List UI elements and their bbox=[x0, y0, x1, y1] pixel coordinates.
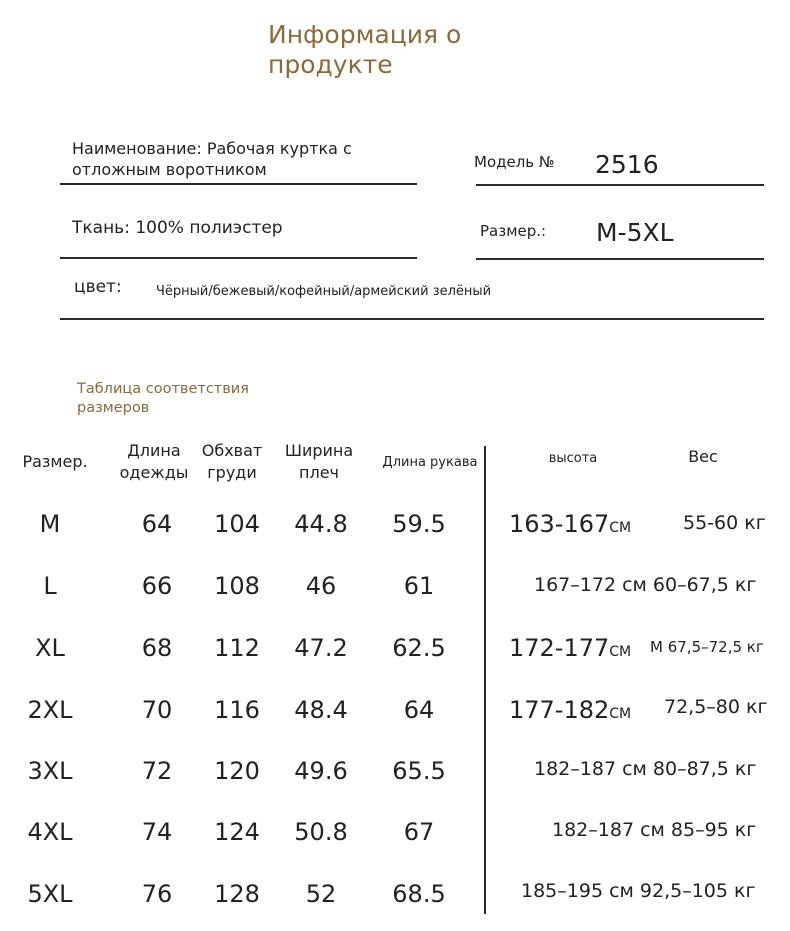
header-height: высота bbox=[548, 451, 598, 466]
height-cell bbox=[509, 510, 631, 538]
header-sleeve: Длина рукава bbox=[382, 455, 478, 470]
color-value: Чёрный/бежевый/кофейный/армейский зелёный bbox=[156, 284, 492, 299]
chest-cell: 128 bbox=[214, 880, 260, 908]
size-cell: L bbox=[43, 572, 57, 600]
height-value: 172-177 bbox=[509, 634, 610, 662]
size-label: Размер.: bbox=[480, 222, 547, 240]
sleeve-cell: 59.5 bbox=[392, 510, 446, 538]
sleeve-cell: 61 bbox=[403, 572, 435, 600]
height-value: 163-167 bbox=[509, 510, 610, 538]
header-shoulder: Ширина плеч bbox=[284, 441, 354, 482]
size-cell: XL bbox=[35, 634, 65, 662]
color-label: цвет: bbox=[74, 277, 122, 297]
sleeve-cell: 65.5 bbox=[392, 757, 446, 785]
height-unit: СМ bbox=[609, 706, 632, 722]
height-weight-cell: 185–195 см 92,5–105 кг bbox=[521, 880, 756, 902]
chest-cell: 108 bbox=[214, 572, 260, 600]
divider-line bbox=[60, 257, 417, 259]
shoulder-cell: 50.8 bbox=[294, 818, 348, 846]
height-cell bbox=[509, 634, 631, 662]
height-weight-cell: 182–187 см 80–87,5 кг bbox=[534, 758, 757, 780]
size-cell: M bbox=[39, 510, 61, 538]
header-chest: Обхват груди bbox=[201, 441, 263, 482]
divider-line bbox=[60, 183, 417, 185]
height-weight-cell: 182–187 см 85–95 кг bbox=[552, 819, 757, 841]
model-value: 2516 bbox=[595, 150, 659, 179]
header-size: Размер. bbox=[22, 452, 88, 471]
table-divider bbox=[484, 446, 486, 914]
chest-cell: 124 bbox=[214, 818, 260, 846]
shoulder-cell: 52 bbox=[305, 880, 337, 908]
chest-cell: 104 bbox=[214, 510, 260, 538]
length-cell: 64 bbox=[141, 510, 173, 538]
weight-cell: 72,5–80 кг bbox=[664, 696, 768, 718]
size-cell: 2XL bbox=[27, 696, 73, 724]
sleeve-cell: 68.5 bbox=[392, 880, 446, 908]
shoulder-cell: 49.6 bbox=[294, 757, 348, 785]
chest-cell: 116 bbox=[214, 696, 260, 724]
chest-cell: 112 bbox=[214, 634, 260, 662]
size-cell: 4XL bbox=[27, 818, 73, 846]
divider-line bbox=[476, 258, 764, 260]
size-cell: 5XL bbox=[27, 880, 73, 908]
length-cell: 72 bbox=[141, 757, 173, 785]
header-length: Длина одежды bbox=[119, 441, 189, 482]
shoulder-cell: 47.2 bbox=[294, 634, 348, 662]
length-cell: 76 bbox=[141, 880, 173, 908]
length-cell: 68 bbox=[141, 634, 173, 662]
shoulder-cell: 44.8 bbox=[294, 510, 348, 538]
page-title: Информация о продукте bbox=[268, 20, 462, 79]
sleeve-cell: 67 bbox=[403, 818, 435, 846]
divider-line bbox=[60, 318, 764, 320]
length-cell: 74 bbox=[141, 818, 173, 846]
header-weight: Вес bbox=[688, 447, 718, 466]
weight-cell: 55-60 кг bbox=[683, 512, 766, 534]
divider-line bbox=[476, 184, 764, 186]
size-cell: 3XL bbox=[27, 757, 73, 785]
weight-cell: М 67,5–72,5 кг bbox=[650, 638, 764, 656]
shoulder-cell: 48.4 bbox=[294, 696, 348, 724]
sleeve-cell: 64 bbox=[403, 696, 435, 724]
fabric-label: Ткань: 100% полиэстер bbox=[72, 218, 283, 238]
height-cell bbox=[509, 696, 631, 724]
model-label: Модель № bbox=[474, 153, 555, 171]
chest-cell: 120 bbox=[214, 757, 260, 785]
size-range-value: M-5XL bbox=[596, 218, 674, 247]
size-table-title: Таблица соответствия размеров bbox=[77, 381, 249, 416]
sleeve-cell: 62.5 bbox=[392, 634, 446, 662]
height-weight-cell: 167–172 см 60–67,5 кг bbox=[534, 574, 757, 596]
product-name-label: Наименование: Рабочая куртка с отложным воротником bbox=[72, 139, 352, 179]
shoulder-cell: 46 bbox=[305, 572, 337, 600]
length-cell: 70 bbox=[141, 696, 173, 724]
height-unit: СМ bbox=[609, 644, 632, 660]
height-value: 177-182 bbox=[509, 696, 610, 724]
length-cell: 66 bbox=[141, 572, 173, 600]
height-unit: СМ bbox=[609, 520, 632, 536]
